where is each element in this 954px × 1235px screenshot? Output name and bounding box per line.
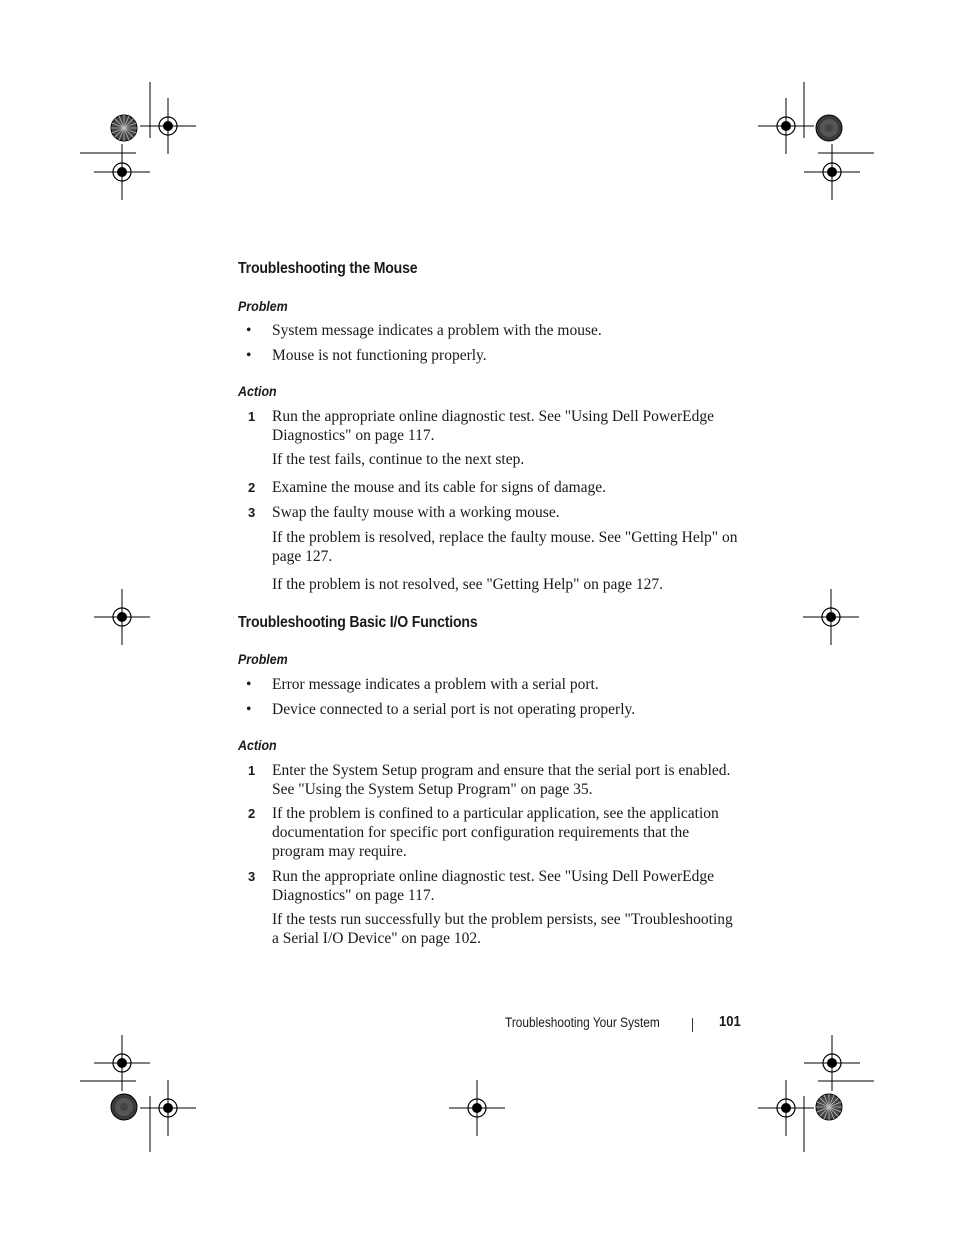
step-text: Swap the faulty mouse with a working mouse.: [272, 504, 560, 521]
step-text: Examine the mouse and its cable for signs of damage.: [272, 479, 607, 496]
bullet-marker: •: [246, 701, 252, 718]
problem-heading: Problem: [238, 299, 288, 314]
list-item: Mouse is not functioning properly.: [272, 347, 487, 364]
step-text: Enter the System Setup program and ensure that the serial port is enabled. See "Using the System Setup Program" on page 35.: [272, 762, 731, 798]
step-text: Run the appropriate online diagnostic test. See "Using Dell PowerEdge Diagnostics" on page 117.: [272, 408, 714, 444]
bullet-marker: •: [246, 322, 252, 339]
step-note: If the test fails, continue to the next step.: [272, 451, 525, 468]
action-heading: Action: [238, 384, 277, 399]
bullet-marker: •: [246, 347, 252, 364]
step-number: 1: [248, 763, 256, 778]
step-text: If the problem is confined to a particular application, see the application documentation for specific port configuration requirements that the program may require.: [272, 805, 719, 860]
step-note: If the tests run successfully but the problem persists, see "Troubleshooting a Serial I/O Device" on page 102.: [272, 911, 733, 947]
step-number: 3: [248, 869, 256, 884]
section-title-io: Troubleshooting Basic I/O Functions: [238, 614, 478, 631]
list-item: System message indicates a problem with the mouse.: [272, 322, 602, 339]
list-item: Error message indicates a problem with a serial port.: [272, 676, 599, 693]
footer-chapter: Troubleshooting Your System: [505, 1015, 660, 1030]
step-note: If the problem is resolved, replace the faulty mouse. See "Getting Help" on page 127.: [272, 529, 738, 565]
step-text: Run the appropriate online diagnostic test. See "Using Dell PowerEdge Diagnostics" on page 117.: [272, 868, 714, 904]
step-number: 2: [248, 480, 256, 495]
step-number: 2: [248, 806, 256, 821]
list-item: Device connected to a serial port is not operating properly.: [272, 701, 636, 718]
problem-heading: Problem: [238, 652, 288, 667]
action-heading: Action: [238, 738, 277, 753]
step-note: If the problem is not resolved, see "Getting Help" on page 127.: [272, 576, 664, 593]
footer-separator: [692, 1018, 693, 1032]
step-number: 1: [248, 409, 256, 424]
bullet-marker: •: [246, 676, 252, 693]
step-number: 3: [248, 505, 256, 520]
section-title-mouse: Troubleshooting the Mouse: [238, 260, 418, 277]
page-number: 101: [719, 1014, 741, 1030]
